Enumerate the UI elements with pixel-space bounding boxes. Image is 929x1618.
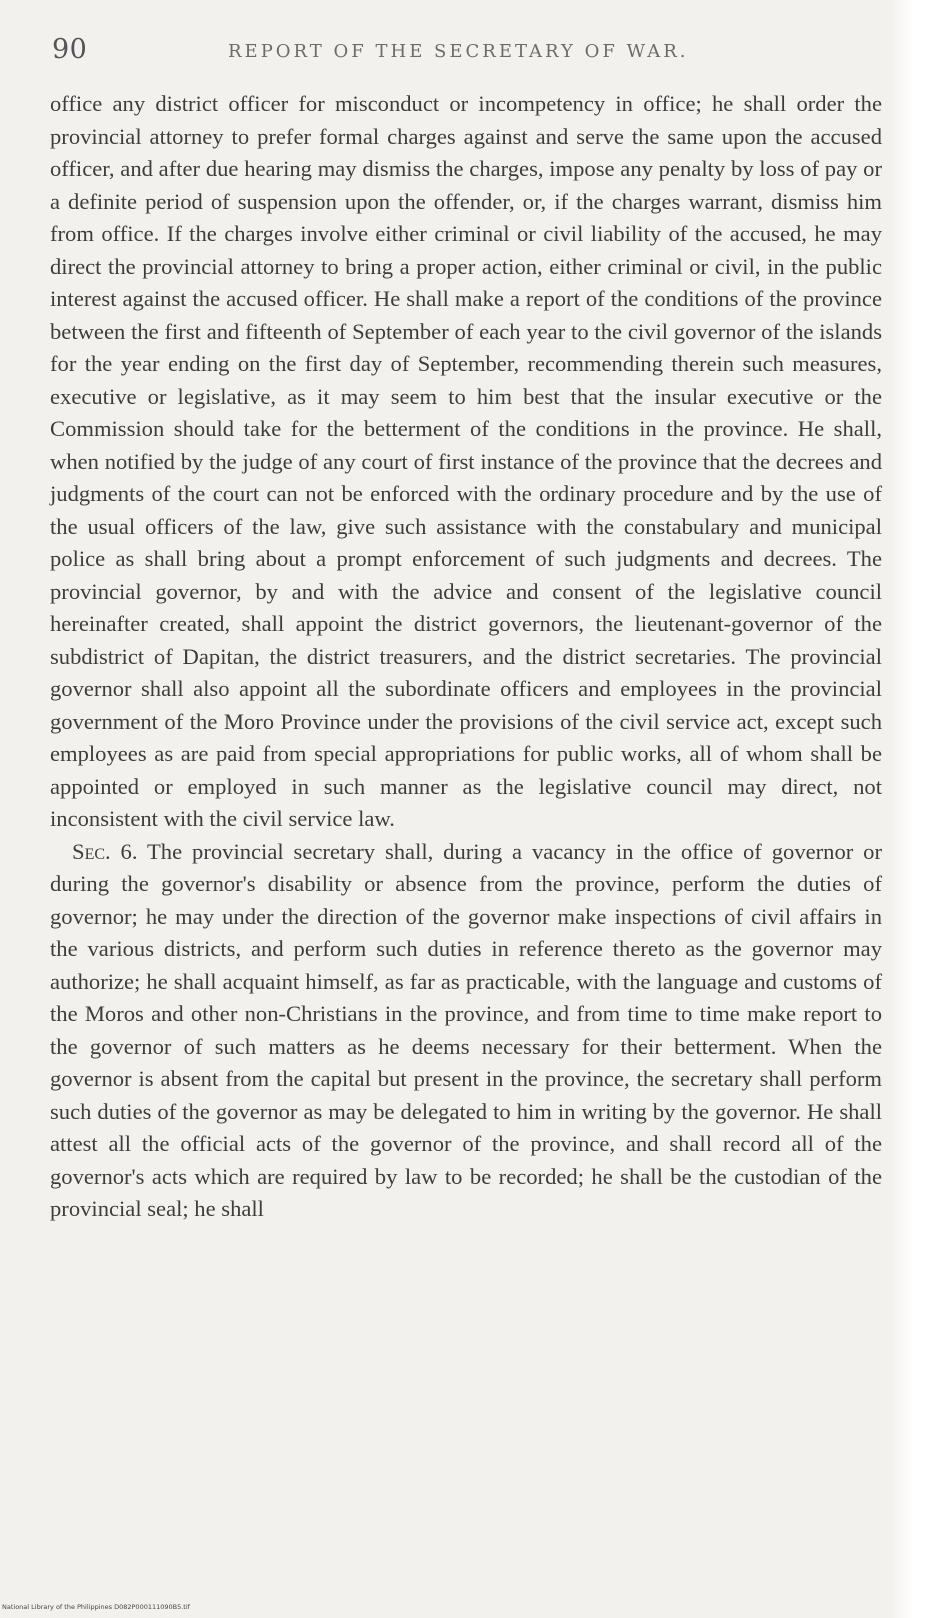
scan-source-footer: National Library of the Philippines D082P000111090B5.tif	[2, 1603, 190, 1611]
paragraph-governor-duties: office any district officer for misconduct or incompetency in office; he shall order the provincial attorney to prefer formal charges against and serve the same upon the accused officer, and after due hearing may dismiss the charges, impose any penalty by loss of pay or a definite period of suspension upon the offender, or, if the charges warrant, dismiss him from office. If the charges involve either criminal or civil liability of the accused, he may direct the provincial attorney to bring a proper action, either criminal or civil, in the public interest against the accused officer. He shall make a report of the conditions of the province between the first and fifteenth of September of each year to the civil governor of the islands for the year ending on the first day of September, recommending therein such measures, executive or legislative, as it may seem to him best that the insular executive or the Commission should take for the betterment of the conditions in the province. He shall, when notified by the judge of any court of first instance of the province that the decrees and judgments of the court can not be enforced with the ordinary procedure and by the use of the usual officers of the law, give such assistance with the constabulary and municipal police as shall bring about a prompt enforcement of such judgments and decrees. The provincial governor, by and with the advice and consent of the legislative council hereinafter created, shall appoint the district governors, the lieutenant-governor of the subdistrict of Dapitan, the district treasurers, and the district secretaries. The provincial governor shall also appoint all the subordinate officers and employees in the provincial government of the Moro Province under the provisions of the civil service act, except such employees as are paid from special appropriations for public works, all of whom shall be appointed or employed in such manner as the legislative council may direct, not inconsistent with the civil service law.	[50, 91, 882, 831]
page-number: 90	[52, 34, 88, 65]
document-body	[50, 88, 882, 1226]
scan-margin-edge	[891, 0, 929, 1618]
section-6-text: The provincial secretary shall, during a vacancy in the office of governor or during the governor's disability or absence from the province, perform the duties of governor; he may under the direction of the governor make inspections of civil affairs in the various districts, and perform such duties in reference thereto as the governor may authorize; he shall acquaint himself, as far as practicable, with the language and customs of the Moros and other non-Christians in the province, and from time to time make report to the governor of such matters as he deems necessary for their betterment. When the governor is absent from the capital but present in the province, the secretary shall perform such duties of the governor as may be delegated to him in writing by the governor. He shall attest all the official acts of the governor of the province, and shall record all of the governor's acts which are required by law to be recorded; he shall be the custodian of the provincial seal; he shall	[50, 838, 883, 1221]
page-header	[52, 34, 872, 74]
section-6-label: Sec. 6.	[72, 838, 138, 864]
running-title: REPORT OF THE SECRETARY OF WAR.	[228, 41, 689, 62]
section-6-paragraph	[50, 836, 882, 1226]
